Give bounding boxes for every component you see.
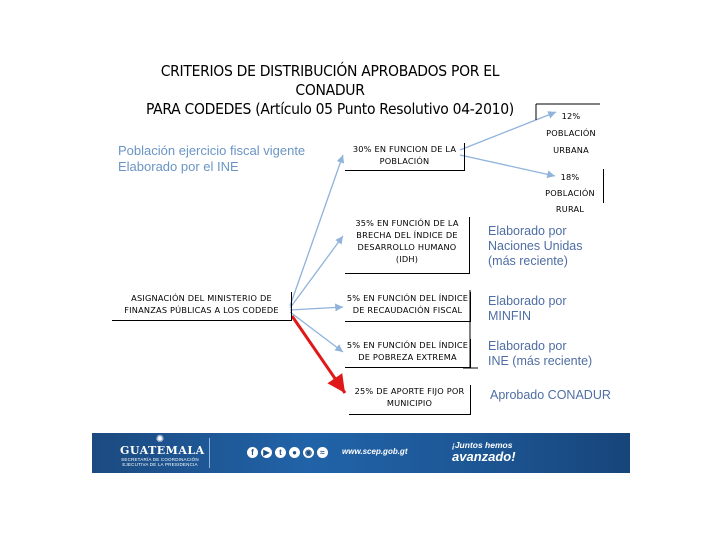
- source-naciones-unidas-line-2: Naciones Unidas: [488, 239, 583, 253]
- title-line-1: CRITERIOS DE DISTRIBUCIÓN APROBADOS POR EL: [160, 62, 500, 80]
- footer-banner: [92, 433, 630, 473]
- source-conadur: [490, 388, 611, 403]
- source-naciones-unidas-line-1: Elaborado por: [488, 224, 567, 238]
- criterion-idh-line-2: BRECHA DEL ÍNDICE DE: [356, 230, 458, 240]
- population-note-line-1: Población ejercicio fiscal vigente: [118, 143, 306, 158]
- source-minfin: [488, 294, 567, 324]
- issuu-icon[interactable]: ◉: [303, 447, 314, 458]
- criterion-idh-line-4: (IDH): [395, 254, 419, 264]
- title-line-3: PARA CODEDES (Artículo 05 Punto Resolutivo 04-2010): [146, 100, 514, 118]
- source-ine-line-2: INE (más reciente): [488, 354, 593, 368]
- criterion-population: [345, 143, 465, 171]
- criterion-aporte-fijo: [349, 385, 471, 415]
- sub-criterion-rural: [537, 169, 604, 214]
- criterion-pobreza-line-2: DE POBREZA EXTREMA: [358, 352, 457, 362]
- criterion-idh-line-1: 35% EN FUNCIÓN DE LA: [355, 218, 459, 228]
- facebook-icon[interactable]: f: [247, 447, 258, 458]
- criterion-aporte-fijo-line-2: MUNICIPIO: [386, 398, 433, 408]
- source-ine: [488, 339, 592, 369]
- criterion-aporte-fijo-line-1: 25% DE APORTE FIJO POR: [354, 386, 465, 396]
- slogan-line-2: avanzado!: [452, 449, 516, 464]
- logo-name: GUATEMALA: [120, 444, 205, 457]
- sub-criterion-urbana: [538, 108, 604, 155]
- population-note-line-2: Elaborado por el INE: [118, 159, 239, 174]
- source-box-line-2: FINANZAS PÚBLICAS A LOS CODEDE: [124, 305, 279, 315]
- coat-of-arms-icon: ✺: [155, 434, 165, 445]
- sub-criterion-rural-line-2: RURAL: [555, 204, 585, 214]
- twitter-icon[interactable]: t: [275, 447, 286, 458]
- connector-to-recaudacion: [290, 307, 343, 310]
- website-link[interactable]: www.scep.gob.gt: [342, 447, 408, 456]
- sub-criterion-urbana-line-2: URBANA: [553, 145, 589, 155]
- flickr-icon[interactable]: ●: [289, 447, 300, 458]
- connector-to-aporte-fijo: [292, 316, 345, 393]
- connector-to-population: [290, 155, 343, 306]
- source-minfin-line-2: MINFIN: [488, 309, 532, 323]
- source-naciones-unidas-line-3: (más reciente): [488, 254, 568, 268]
- criterion-recaudacion-line-1: 5% EN FUNCIÓN DEL ÍNDICE: [346, 293, 469, 303]
- social-icons: [247, 447, 328, 458]
- criterion-recaudacion-line-2: DE RECAUDACIÓN FISCAL: [352, 305, 463, 315]
- guatemala-logo[interactable]: [120, 434, 205, 471]
- criterion-recaudacion: [345, 292, 471, 322]
- connector-to-idh: [290, 236, 343, 308]
- source-minfin-line-1: Elaborado por: [488, 294, 567, 308]
- source-ine-line-1: Elaborado por: [488, 339, 567, 353]
- criterion-pobreza: [345, 339, 471, 368]
- criterion-population-line-2: POBLACIÓN: [379, 156, 430, 166]
- source-naciones-unidas: [488, 224, 583, 269]
- criterion-idh-line-3: DESARROLLO HUMANO: [357, 242, 457, 252]
- sub-criterion-urbana-line-1: 12% POBLACIÓN: [546, 111, 596, 138]
- source-conadur-line-1: Aprobado CONADUR: [490, 388, 611, 402]
- criterion-pobreza-line-1: 5% EN FUNCIÓN DEL ÍNDICE: [346, 340, 469, 350]
- logo-subtitle: SECRETARÍA DE COORDINACIÓN EJECUTIVA DE LA PRESIDENCIA: [121, 457, 199, 467]
- slogan: [452, 441, 516, 464]
- connector-to-pobreza: [290, 312, 343, 352]
- source-box: [112, 292, 292, 321]
- title-line-2: CONADUR: [295, 81, 365, 99]
- criterion-population-line-1: 30% EN FUNCION DE LA: [352, 144, 457, 154]
- criterion-idh: [345, 217, 470, 274]
- sub-criterion-rural-line-1: 18% POBLACIÓN: [545, 172, 595, 198]
- rss-icon[interactable]: ≈: [317, 447, 328, 458]
- footer-divider: [209, 438, 210, 468]
- source-box-line-1: ASIGNACIÓN DEL MINISTERIO DE: [131, 293, 272, 303]
- youtube-icon[interactable]: ▶: [261, 447, 272, 458]
- slogan-line-1: ¡Juntos hemos: [452, 440, 513, 450]
